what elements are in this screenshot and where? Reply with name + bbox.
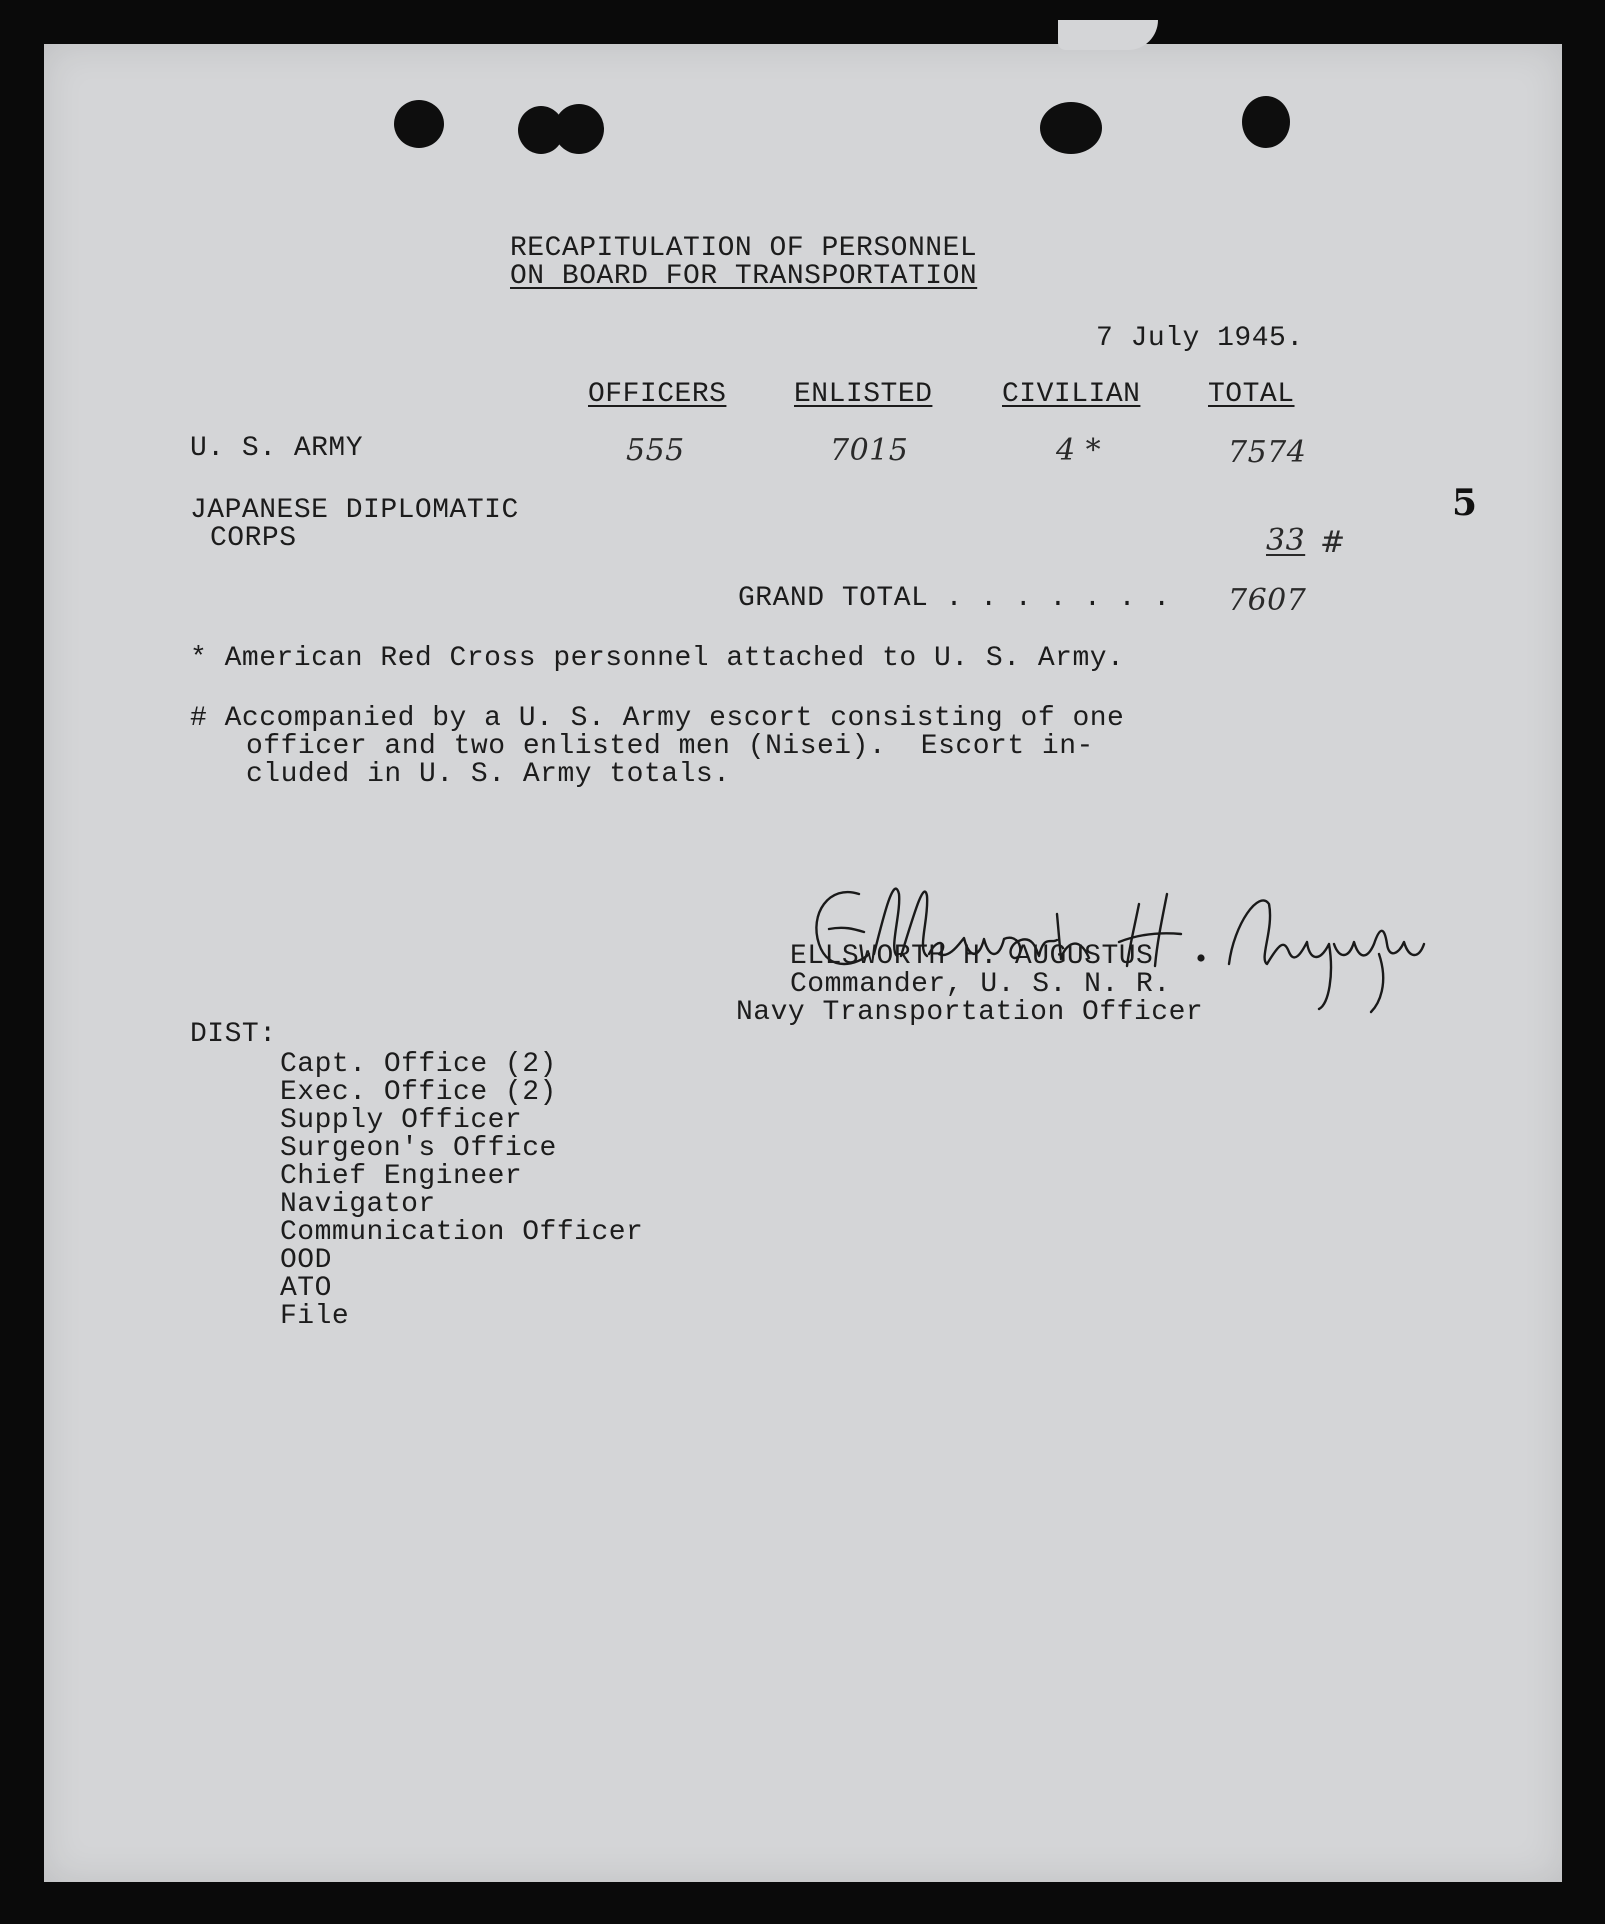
grand-total-label: GRAND TOTAL . . . . . . . [738,583,1171,614]
signatory-name: ELLSWORTH H. AUGUSTUS [790,941,1154,972]
grand-total-value: 7607 [1228,583,1307,618]
dist-item: File [280,1301,350,1332]
dist-item: Communication Officer [280,1217,644,1248]
punch-hole-3 [554,104,604,154]
torn-edge [1058,20,1158,50]
footnote-hash-line-1: # Accompanied by a U. S. Army escort consisting of one [190,703,1125,734]
row-label-japanese-diplomatic: JAPANESE DIPLOMATIC [190,495,519,526]
punch-hole-4 [1040,102,1102,154]
distribution-label: DIST: [190,1019,277,1050]
dist-item: OOD [280,1245,332,1276]
cell-officers-us-army: 555 [626,433,685,468]
total-hash-mark: # [1320,525,1346,560]
dist-item: Surgeon's Office [280,1133,557,1164]
paper-sheet [44,44,1562,1882]
dist-item: Supply Officer [280,1105,523,1136]
document-title-line-2: ON BOARD FOR TRANSPORTATION [510,261,978,292]
cell-total-us-army: 7574 [1228,435,1307,470]
document-date: 7 July 1945. [1096,323,1304,354]
footnote-star: * American Red Cross personnel attached to U. S. Army. [190,643,1125,674]
punch-hole-5 [1242,96,1290,148]
cell-enlisted-us-army: 7015 [830,433,909,468]
page-number: 5 [1452,482,1478,524]
punch-hole-1 [394,100,444,148]
document-title-line-1: RECAPITULATION OF PERSONNEL [510,233,978,264]
header-total: TOTAL [1208,379,1295,410]
header-enlisted: ENLISTED [794,379,933,410]
signatory-rank: Commander, U. S. N. R. [790,969,1171,1000]
dist-item: Capt. Office (2) [280,1049,557,1080]
signature-handwritten-text: Ellsworth H. Augustus [789,834,802,835]
footnote-hash-line-2: officer and two enlisted men (Nisei). Escort in- [246,731,1094,762]
dist-item: ATO [280,1273,332,1304]
row-label-us-army: U. S. ARMY [190,433,364,464]
footnote-hash-line-3: cluded in U. S. Army totals. [246,759,731,790]
cell-total-japanese-diplomatic: 33 [1266,523,1306,558]
header-officers: OFFICERS [588,379,727,410]
dist-item: Navigator [280,1189,436,1220]
cell-civilian-us-army: 4 * [1056,433,1102,468]
header-civilian: CIVILIAN [1002,379,1141,410]
dist-item: Chief Engineer [280,1161,523,1192]
signatory-position: Navy Transportation Officer [736,997,1204,1028]
row-label-corps: CORPS [210,523,297,554]
dist-item: Exec. Office (2) [280,1077,557,1108]
